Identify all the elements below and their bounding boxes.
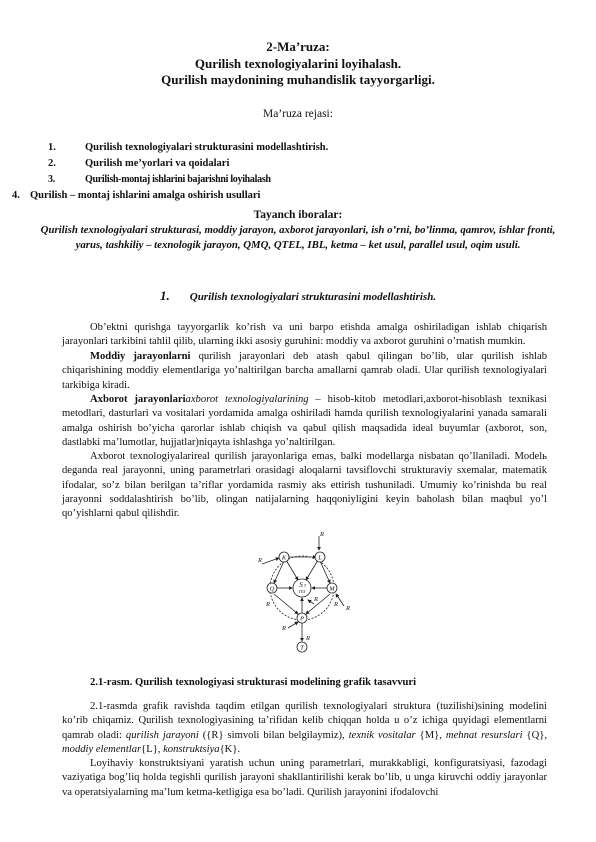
plan-item: 1. Qurilish texnologiyalari strukturasini modellashtirish. (48, 142, 329, 153)
keywords-heading: Tayanch iboralar: (253, 209, 343, 221)
plan-item: 2. Qurilish me’yorlari va qoidalari (48, 158, 230, 169)
plan-heading: Ma’ruza rejasi: (263, 108, 333, 120)
label-r: R (320, 531, 324, 538)
keywords-text: Qurilish texnologiyalari strukturasi, moddiy jarayon, axborot jarayonlari, ish o’rni, bo’linma, qamrov, ishlar fronti, yarus, tashkiliy – texnologik jarayon, QMQ, QTEL, IBL, ketma – ket usul, parallel usul, oqim usuli. (40, 224, 556, 251)
label-k: K (281, 554, 287, 562)
paragraph-5: 2.1-rasmda grafik ravishda taqdim etilgan qurilish texnologiyalari struktura (tuzilishi)sining modelini ko’rib chiqamiz. Qurilish texnologiyasining ta’rifidan kelib chiqqan holda u o’z ichiga quyidagi elementlarni qamrab oladi: qurilish jarayoni ({R} simvoli bilan belgilaymiz), texnik vositalar {M}, mehnat resurslari {Q}, moddiy elementlar{L}, konstruktsiya{K}. (62, 701, 547, 755)
label-m: M (329, 585, 335, 593)
label-r: R (266, 601, 270, 608)
structure-diagram (248, 528, 356, 663)
figure-caption: 2.1-rasm. Qurilish texnologiyasi strukturasi modelining grafik tasavvuri (90, 677, 417, 688)
label-r: R (258, 557, 262, 564)
label-r: R (334, 601, 338, 608)
lecture-subtitle: Qurilish maydonining muhandislik tayyorgarligi. (161, 72, 435, 87)
plan-item: 3. Qurilish-montaj ishlarini bajarishni loyihalash (48, 174, 271, 185)
plan-list (12, 140, 329, 204)
label-q: Q (269, 585, 275, 593)
label-r: R (346, 605, 350, 612)
paragraph-1: Ob’ektni qurishga tayyorgarlik ko’rish va uni barpo etishda amalga oshiriladigan ishlab chiqarish jarayonlari tarkibini tahlil qilib, ularning ikki asosiy guruhini: moddiy va axborot guruhini o’rnatish mumkin. (62, 322, 547, 348)
label-t: T (300, 644, 304, 652)
label-s-sub2: TEX (298, 590, 306, 594)
lecture-number: 2-Ma’ruza: (266, 39, 330, 54)
label-s: S (299, 581, 303, 589)
label-s-sub: T (303, 583, 307, 588)
paragraph-6: Loyihaviy konstruktsiyani yaratish uchun uning parametrlari, murakkabligi, konfiguratsiyasi, fazodagi vaziyatiga bog’liq holda tegishli qurilish jarayoni shakllantirilishi kerak bo’lib, u unga kiruvchi oddiy jarayonlar va operatsiyalarning ma’lum ketma-ketligiga esa bo’ladi. Qurilish jarayonini ifodalovchi (62, 758, 547, 798)
label-r: R (314, 596, 318, 603)
label-p: P (300, 615, 304, 623)
section-heading: 1. Qurilish texnologiyalari strukturasini modellashtirish. (160, 288, 437, 303)
paragraph-2: Moddiy jarayonlarni qurilish jarayonlari deb atash qabul qilingan bo’lib, ular qurilish ishlab chiqarishining moddiy elementlariga yo’naltirilgan barcha amallarni qamrab oladi. Ular qurilish texnologiyalari tarkibiga kiradi. (62, 351, 548, 391)
plan-item: 4. Qurilish – montaj ishlarini amalga oshirish usullari (12, 190, 261, 201)
paragraph-4: Axborot texnologiyalarireal qurilish jarayonlariga emas, balki modellarga nisbatan qo’llaniladi. Modelь deganda real jarayonni, uning parametrlari orasidagi aloqalarni tavsiflovchi strukturaviy sxemalar, matematik ifodalar, so’z bilan berilgan ta’riflar yordamida rasmiy aks ettirish tushuniladi. Umumiy ko’rinishda bu real jarayonni soddalashtirish bo’lib, olingan natijalarning haqqoniyligini keyin baholash bilan maqbul yo’l qo’yishlarni qabul qilishdir. (62, 451, 547, 520)
label-r: R (282, 625, 286, 632)
label-l: L (318, 554, 322, 562)
paragraph-3: Axborot jarayonlariaxborot texnologiyalarining – hisob-kitob metodlari,axborot-hisoblash texnikasi metodlari, dasturlari va vositalari yordamida amalga oshiriladi hamda qurilish texnologiyalarini yanada samarali amalga oshirish bo’yicha qarorlar ishlab chiqish va qabul qilish maqsadida ideal buyumlar (axborot, son, dastlabki ma’lumotlar, hujjatlar)niqayta ishlashga yo’naltirilgan. (62, 394, 547, 448)
lecture-title: Qurilish texnologiyalarini loyihalash. (194, 56, 402, 71)
label-r: R (306, 635, 310, 642)
